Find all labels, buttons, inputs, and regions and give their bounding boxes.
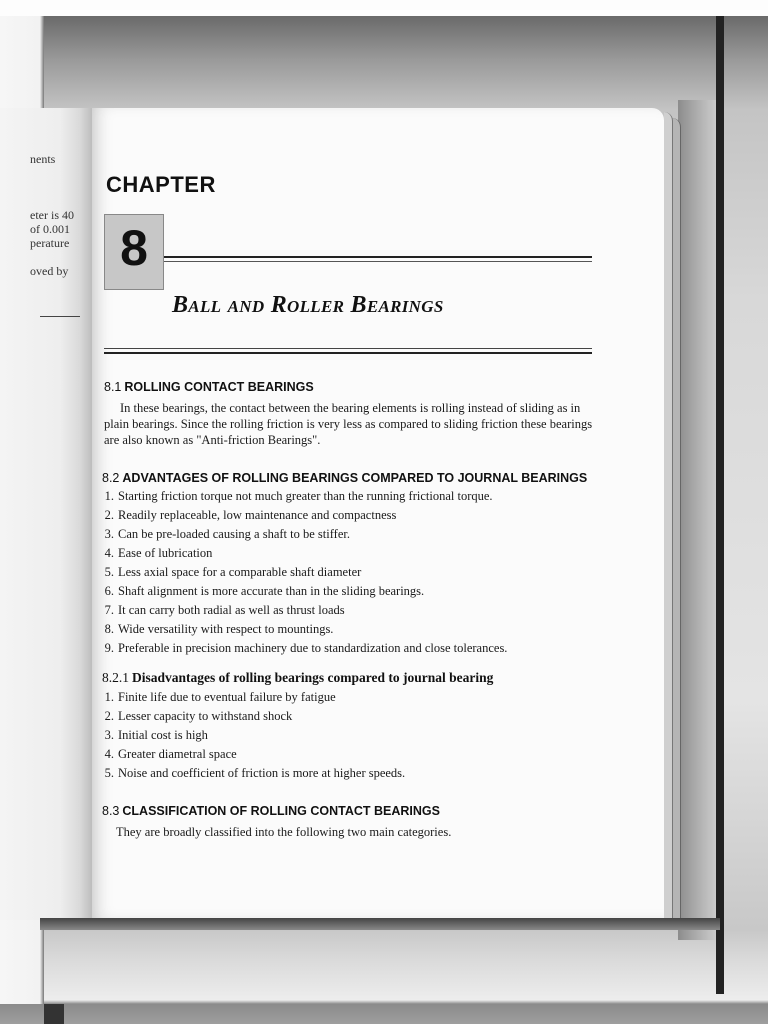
left-fragment: eter is 40	[30, 208, 74, 222]
title-rule	[104, 352, 592, 354]
section-number: 8.3	[102, 804, 120, 818]
chapter-number-box: 8	[104, 214, 164, 290]
item-number: 2.	[104, 508, 114, 522]
item-number: 9.	[104, 641, 114, 655]
item-text: Can be pre-loaded causing a shaft to be stiffer.	[118, 527, 350, 541]
list-item	[100, 489, 493, 504]
section-title: CLASSIFICATION OF ROLLING CONTACT BEARINGS	[122, 804, 440, 818]
item-text: Initial cost is high	[118, 728, 208, 742]
list-item	[100, 527, 350, 542]
item-number: 3.	[104, 728, 114, 742]
item-text: Lesser capacity to withstand shock	[118, 709, 293, 723]
item-text: Starting friction torque not much greater than the running frictional torque.	[118, 489, 493, 503]
previous-page-strip	[0, 108, 92, 920]
header-rule	[164, 256, 592, 258]
item-number: 6.	[104, 584, 114, 598]
left-fragment: oved by	[30, 264, 69, 278]
chapter-label: CHAPTER	[106, 172, 216, 197]
item-number: 4.	[104, 546, 114, 560]
item-text: Readily replaceable, low maintenance and compactness	[118, 508, 397, 522]
item-text: Noise and coefficient of friction is more at higher speeds.	[118, 766, 406, 780]
item-number: 8.	[104, 622, 114, 636]
list-item	[100, 546, 212, 561]
paragraph-line: In these bearings, the contact between the bearing elements is rolling instead of sliding as in	[120, 401, 581, 415]
section-number: 8.1	[104, 380, 122, 394]
item-text: Finite life due to eventual failure by fatigue	[118, 690, 336, 704]
list-item	[100, 728, 208, 743]
item-number: 2.	[104, 709, 114, 723]
section-heading	[102, 471, 587, 485]
item-number: 1.	[104, 489, 114, 503]
binding-shadow	[678, 100, 718, 940]
item-number: 1.	[104, 690, 114, 704]
left-fragment: perature	[30, 236, 70, 250]
subsection-title: Disadvantages of rolling bearings compared to journal bearing	[132, 670, 494, 685]
scan-corner	[44, 1004, 64, 1024]
paragraph-line: are also known as "Anti-friction Bearings".	[104, 433, 321, 447]
paragraph-line: plain bearings. Since the rolling friction is very less as compared to sliding friction these bearings	[104, 417, 593, 431]
list-item	[100, 603, 345, 618]
page-bottom-shadow	[40, 918, 720, 930]
section-heading	[102, 804, 440, 818]
section-title: ADVANTAGES OF ROLLING BEARINGS COMPARED TO JOURNAL BEARINGS	[122, 471, 588, 485]
left-fragment: nents	[30, 152, 56, 166]
section-heading	[104, 380, 314, 394]
item-text: Wide versatility with respect to mountings.	[118, 622, 334, 636]
page-stack-edge	[664, 112, 673, 918]
list-item	[100, 709, 292, 724]
subsection-heading	[102, 670, 493, 686]
item-text: Ease of lubrication	[118, 546, 213, 560]
list-item	[100, 690, 336, 705]
section-number: 8.2	[102, 471, 120, 485]
list-item	[100, 584, 424, 599]
title-rule	[104, 348, 592, 349]
item-number: 7.	[104, 603, 114, 617]
item-text: Shaft alignment is more accurate than in the sliding bearings.	[118, 584, 425, 598]
item-text: It can carry both radial as well as thrust loads	[118, 603, 345, 617]
header-rule	[164, 261, 592, 262]
paragraph-line: They are broadly classified into the following two main categories.	[116, 825, 452, 839]
item-text: Preferable in precision machinery due to standardization and close tolerances.	[118, 641, 508, 655]
left-fragment: of 0.001	[30, 222, 70, 236]
item-text: Less axial space for a comparable shaft diameter	[118, 565, 362, 579]
section-title: ROLLING CONTACT BEARINGS	[124, 380, 314, 394]
chapter-title: Ball and Roller Bearings	[172, 292, 444, 318]
left-divider	[40, 316, 80, 317]
item-number: 5.	[104, 766, 114, 780]
item-number: 4.	[104, 747, 114, 761]
item-text: Greater diametral space	[118, 747, 237, 761]
list-item	[100, 508, 396, 523]
list-item	[100, 641, 507, 656]
list-item	[100, 622, 333, 637]
subsection-number: 8.2.1	[102, 670, 129, 685]
item-number: 3.	[104, 527, 114, 541]
list-item	[100, 747, 237, 762]
page-stack-edge	[672, 118, 681, 918]
scan-right-edge	[716, 16, 724, 994]
item-number: 5.	[104, 565, 114, 579]
list-item	[100, 766, 405, 781]
list-item	[100, 565, 361, 580]
